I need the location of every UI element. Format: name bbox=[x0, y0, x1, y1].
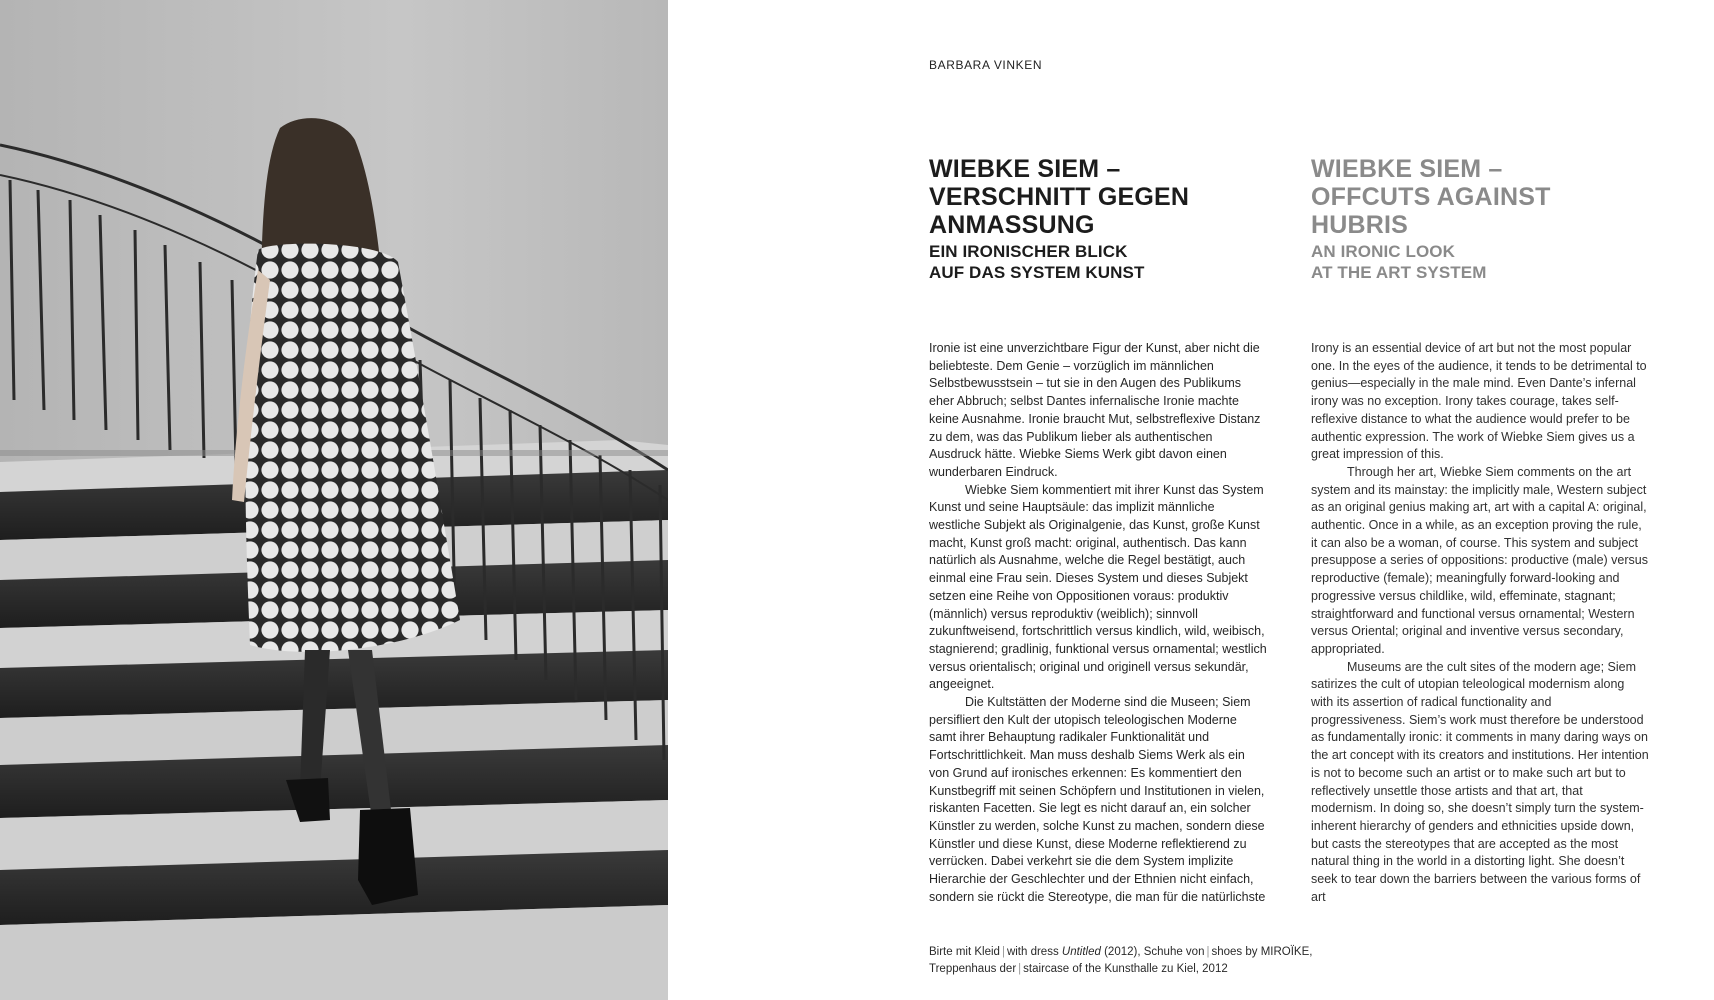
subtitle-english: AN IRONIC LOOK AT THE ART SYSTEM bbox=[1311, 242, 1487, 282]
paragraph: Die Kultstätten der Moderne sind die Museen; Siem persifliert den Kult der utopisch teleologischen Moderne samt ihrer Behauptung radikaler Funktionalität und Fortschrittlichkeit. Man muss deshalb Siems Werk als ein von Grund auf ironisches erkennen: Es kommentiert den Kunstbegriff mit seinen Schöpfern und Institutionen in vielen, riskanten Facetten. Sie legt es nicht darauf an, ein solcher Künstler zu werden, solche Kunst zu machen, sondern diese Künstler und diese Kunst, diese Moderne reflektierend zu verrücken. Dabei verkehrt sie die dem System implizite Hierarchie der Geschlechter und der Ethnien nicht einfach, sondern sie rückt die Stereotype, die man für die natürlichste bbox=[929, 695, 1266, 904]
paragraph: Wiebke Siem kommentiert mit ihrer Kunst das System Kunst und seine Hauptsäule: das implizit männliche westliche Subjekt als Originalgenie, das Kunst, große Kunst macht, Kunst groß macht: original, authentisch. Das kann natürlich als Ausnahme, welche die Regel bestätigt, auch einmal eine Frau sein. Dieses System und dieses Subjekt setzen eine Reihe von Oppositionen voraus: produktiv (männlich) versus reproduktiv (weiblich); sinnvoll zukunftweisend, fortschrittlich versus kindlich, wild, weibisch, stagnierend; gradlinig, funktional versus ornamental; westlich versus orientalisch; original und originell versus sekundär, angeeignet. bbox=[929, 482, 1267, 692]
paragraph: Ironie ist eine unverzichtbare Figur der Kunst, aber nicht die beliebteste. Dem Genie – vorzüglich im männlichen Selbstbewusstsein – tut sie in den Augen des Publikums eher Abbruch; selbst Dantes infernalische Ironie machte keine Ausnahme. Ironie braucht Mut, selbstreflexive Distanz zu dem, was das Publikum lieber als authentischen Ausdruck hätte. Wiebke Siems Werk gibt davon einen wunderbaren Eindruck. bbox=[929, 341, 1261, 479]
paragraph: Through her art, Wiebke Siem comments on the art system and its mainstay: the implicitly male, Western subject as an original genius making art, art with a capital A: original, authentic. Once in a while, as an exception proving the rule, it can also be a woman, of course. This system and subject presuppose a series of oppositions: productive (male) versus reproductive (female); meaningfully forward-looking and progressive versus childlike, wild, effeminate, stagnant; straightforward and functional versus ornamental; Western versus Oriental; original and inventive versus secondary, appropriated. bbox=[1311, 464, 1648, 656]
author-name: BARBARA VINKEN bbox=[929, 58, 1043, 72]
paragraph: Museums are the cult sites of the modern age; Siem satirizes the cult of utopian teleological modernism along with its assertion of radical functionality and progressiveness. Siem’s work must therefore be understood as fundamentally ironic: it comments in many daring ways on the art concept with its creators and institutions. Her intention is not to become such an artist or to make such art but to reflectively unsettle those artists and that art, that modernism. In doing so, she doesn’t simply turn the system-inherent hierarchy of genders and ethnicities upside down, but casts the stereotypes that are accepted as the most natural thing in the world in a distorting light. She doesn’t seek to tear down the barriers between the various forms of art bbox=[1311, 659, 1649, 904]
paragraph: Irony is an essential device of art but not the most popular one. In the eyes of the audience, it tends to be detrimental to genius—especially in the male mind. Even Dante’s infernal irony was no exception. Irony takes courage, takes self-reflexive distance to what the audience would prefer to be authentic expression. The work of Wiebke Siem gives us a great impression of this. bbox=[1311, 341, 1647, 462]
body-text-english bbox=[1311, 340, 1649, 907]
caption-line-2: Treppenhaus der | staircase of the Kunsthalle zu Kiel, 2012 bbox=[929, 963, 1228, 975]
shoe-right bbox=[358, 808, 418, 905]
title-block-english bbox=[1311, 155, 1671, 283]
title-english: WIEBKE SIEM – OFFCUTS AGAINST HUBRIS bbox=[1311, 155, 1551, 239]
title-german: WIEBKE SIEM – VERSCHNITT GEGEN ANMASSUNG bbox=[929, 155, 1190, 239]
photo-caption bbox=[929, 944, 1312, 978]
staircase-photo bbox=[0, 0, 668, 1000]
subtitle-german: EIN IRONISCHER BLICK AUF DAS SYSTEM KUNST bbox=[929, 242, 1145, 282]
caption-line-1: Birte mit Kleid | with dress Untitled (2012), Schuhe von | shoes by MIROÏKE, bbox=[929, 946, 1313, 958]
photo-illustration bbox=[0, 0, 668, 1000]
title-block-german bbox=[929, 155, 1289, 283]
body-text-german bbox=[929, 340, 1267, 907]
